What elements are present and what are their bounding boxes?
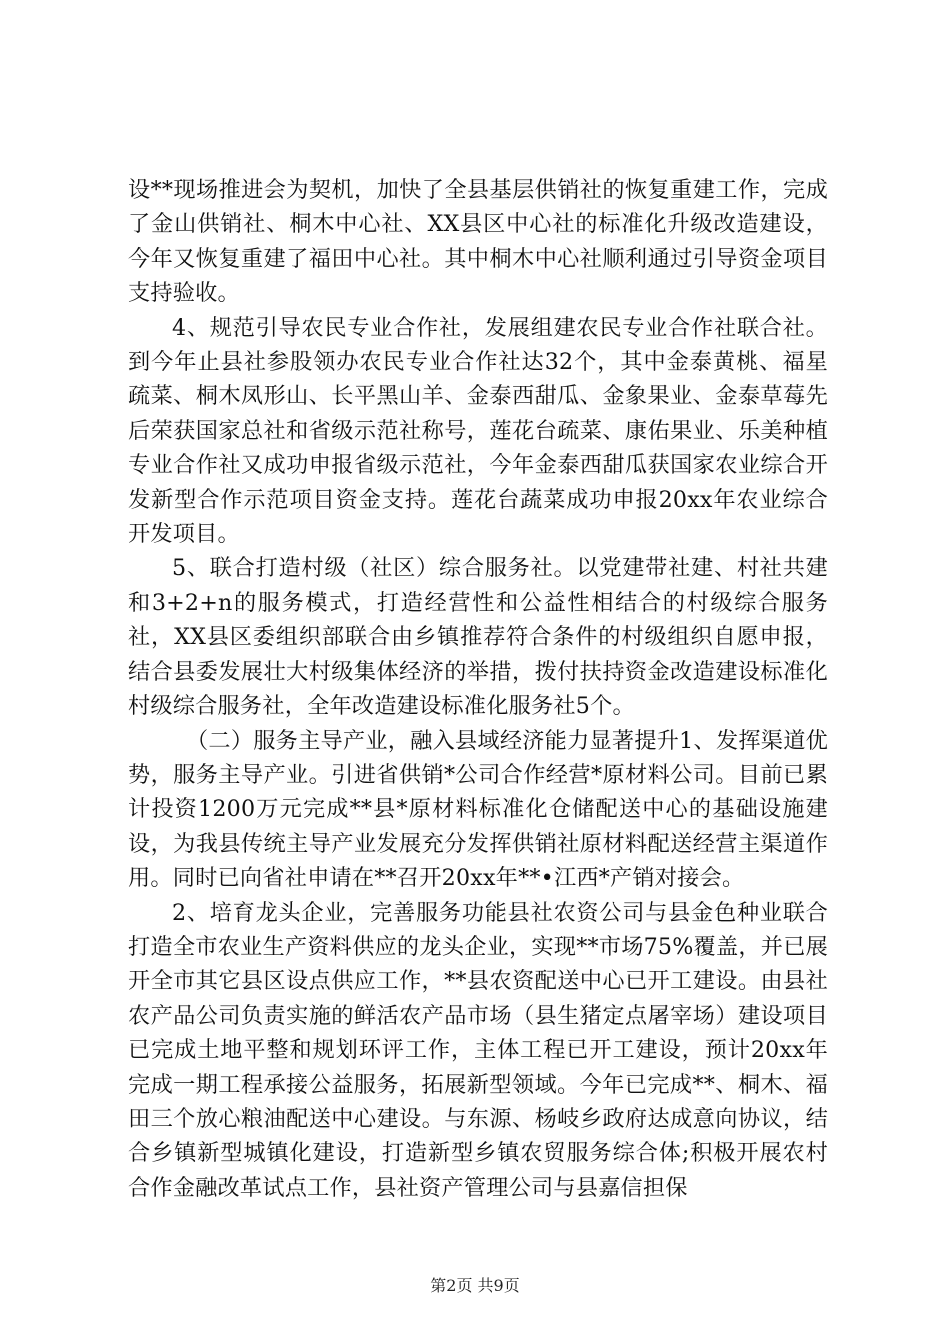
paragraph-item-2: 2、培育龙头企业，完善服务功能县社农资公司与县金色种业联合打造全市农业生产资料供应的龙头企业，实现**市场75%覆盖，并已展开全市其它县区设点供应工作，**县农资配送中心已开工建设。由县社农产品公司负责实施的鲜活农产品市场（县生猪定点屠宰场）建设项目已完成土地平整和规划环评工作，主体工程已开工建设，预计20xx年完成一期工程承接公益服务，拓展新型领域。今年已完成**、桐木、福田三个放心粮油配送中心建设。与东源、杨岐乡政府达成意向协议，结合乡镇新型城镇化建设，打造新型乡镇农贸服务综合体;积极开展农村合作金融改革试点工作，县社资产管理公司与县嘉信担保 xyxy=(128,899,828,1201)
page-number-footer: 第2页 共9页 xyxy=(430,1276,520,1295)
paragraph-item-4: 4、规范引导农民专业合作社，发展组建农民专业合作社联合社。到今年止县社参股领办农民专业合作社达32个，其中金泰黄桃、福星疏菜、桐木凤形山、长平黑山羊、金泰西甜瓜、金象果业、金泰草莓先后荣获国家总社和省级示范社称号，莲花台疏菜、康佑果业、乐美种植专业合作社又成功申报省级示范社，今年金泰西甜瓜获国家农业综合开发新型合作示范项目资金支持。莲花台蔬菜成功申报20xx年农业综合开发项目。 xyxy=(128,314,828,548)
paragraph-continuation: 设**现场推进会为契机，加快了全县基层供销社的恢复重建工作，完成了金山供销社、桐木中心社、XX县区中心社的标准化升级改造建设，今年又恢复重建了福田中心社。其中桐木中心社顺利通过引导资金项目支持验收。 xyxy=(128,177,828,307)
paragraph-item-5: 5、联合打造村级（社区）综合服务社。以党建带社建、村社共建和3+2+n的服务模式，打造经营性和公益性相结合的村级综合服务社，XX县区委组织部联合由乡镇推荐符合条件的村级组织自愿申报，结合县委发展壮大村级集体经济的举措，拨付扶持资金改造建设标准化村级综合服务社，全年改造建设标准化服务社5个。 xyxy=(128,555,828,720)
paragraph-section-2: （二）服务主导产业，融入县域经济能力显著提升1、发挥渠道优势，服务主导产业。引进省供销*公司合作经营*原材料公司。目前已累计投资1200万元完成**县*原材料标准化仓储配送中心的基础设施建设，为我县传统主导产业发展充分发挥供销社原材料配送经营主渠道作用。同时已向省社申请在**召开20xx年**•江西*产销对接会。 xyxy=(128,727,828,892)
document-body xyxy=(128,173,828,1205)
